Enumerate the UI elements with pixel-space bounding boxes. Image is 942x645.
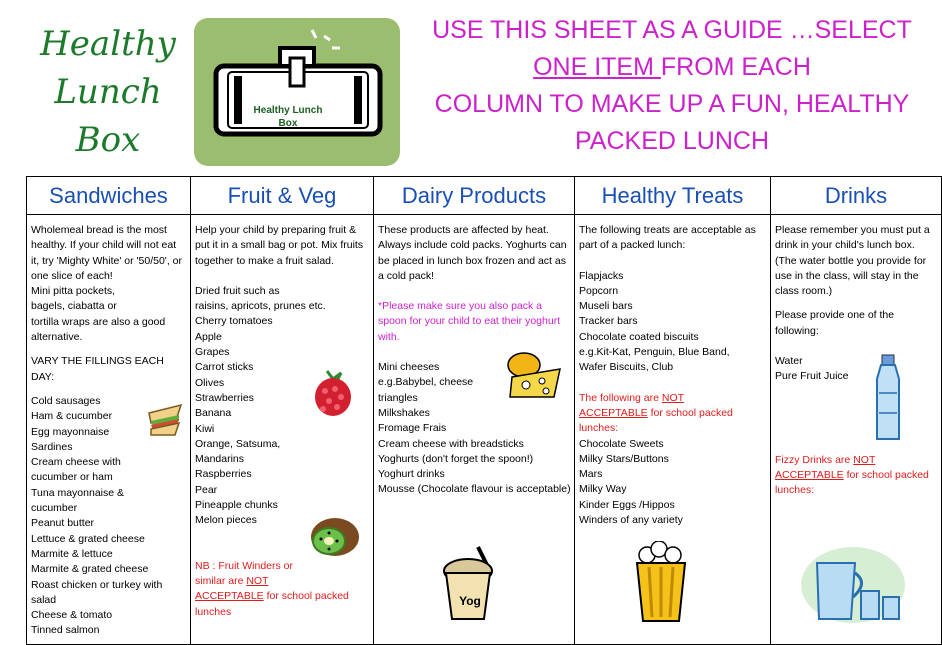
sandwich-icon [145,395,185,439]
yoghurt-label: Yog [459,594,481,608]
cheese-icon [502,347,562,401]
drinks-cell [771,215,942,645]
fruit-intro: Help your child by preparing fruit & put it in a small bag or pot. Mix fruits together to make a fruit salad. [195,224,364,267]
dairy-cell [374,215,575,645]
column-header-dairy: Dairy Products [374,177,575,215]
sandwiches-fillings: Cold sausages Ham & cucumber Egg mayonnaise Sardines Cream cheese with cucumber or ham Tuna mayonnaise & cucumber Peanut butter Lettuce & grated cheese Marmite & lettuce Marmite & grated cheese Roast chicken or turkey with salad Cheese & tomato Tinned salmon [31,394,163,637]
title-word-healthy: Healthy [40,24,176,64]
column-header-sandwiches: Sandwiches [27,177,191,215]
column-header-fruit-veg: Fruit & Veg [191,177,374,215]
yoghurt-icon [438,541,508,623]
treats-intro: The following treats are acceptable as part of a packed lunch: [579,224,756,252]
heading-line-3: COLUMN TO MAKE UP A FUN, HEALTHY [434,90,910,118]
water-bottle-icon [871,353,905,443]
column-header-treats: Healthy Treats [575,177,771,215]
guide-heading [404,12,940,160]
page-title [28,20,188,164]
raspberry-icon [307,365,357,419]
heading-line-1: USE THIS SHEET AS A GUIDE …SELECT [432,16,912,44]
lunch-box-icon [194,18,400,166]
logo-label: Healthy Lunch Box [253,105,323,129]
kiwi-icon [309,515,361,559]
drinks-list: Water Pure Fruit Juice [775,355,849,383]
drinks-intro: Please remember you must put a drink in your child's lunch box. (The water bottle you provide for use in the class, will stay in the class room.) [775,224,930,298]
dairy-list: Mini cheeses e.g.Babybel, cheese triangles Milkshakes Fromage Frais Cream cheese with breadsticks Yoghurts (don't forget the spoon!) Yoghurt drinks Mousse (Chocolate flavour is acceptable) [378,361,571,496]
jug-and-glasses-icon [797,535,909,623]
drinks-provide: Please provide one of the following: [775,309,895,337]
heading-line-2: ONE ITEM FROM EACH [533,53,811,81]
column-header-drinks: Drinks [771,177,942,215]
fruit-list: Dried fruit such as raisins, apricots, prunes etc. Cherry tomatoes Apple Grapes Carrot sticks Olives Strawberries Banana Kiwi Orange, Satsuma, Mandarins Raspberries Pear Pineapple chunks Melon pieces [195,284,326,527]
treats-not-list: Chocolate Sweets Milky Stars/Buttons Mars Milky Way Kinder Eggs /Hippos Winders of any variety [579,437,683,527]
sandwiches-vary: VARY THE FILLINGS EACH DAY: [31,355,164,383]
title-word-lunch: Lunch [54,72,162,112]
fruit-veg-cell [191,215,374,645]
lunch-guide-table [26,176,942,645]
heading-line-4: PACKED LUNCH [574,127,770,155]
dairy-spoon-note: *Please make sure you also pack a spoon for your child to eat their yoghurt with. [378,300,561,343]
fruit-note: NB : Fruit Winders or similar are NOT ACCEPTABLE for school packed lunches [195,559,349,618]
lunch-box-logo [194,18,400,166]
popcorn-icon [633,541,689,623]
drinks-fizzy-note: Fizzy Drinks are NOT ACCEPTABLE for school packed lunches: [775,453,929,497]
title-word-box: Box [75,120,141,160]
treats-list: Flapjacks Popcorn Museli bars Tracker bars Chocolate coated biscuits e.g.Kit-Kat, Penguin, Blue Band, Wafer Biscuits, Club [579,269,730,374]
treats-cell [575,215,771,645]
treats-not-acceptable: The following are NOT ACCEPTABLE for school packed lunches: [579,391,733,435]
sandwiches-cell [27,215,191,645]
sandwiches-intro: Wholemeal bread is the most healthy. If your child will not eat it, try 'Mighty White' or '50/50', or one slice of each! Mini pitta pockets, bagels, ciabatta or tortilla wraps are also a good alternative. [31,224,182,344]
dairy-intro: These products are affected by heat. Always include cold packs. Yoghurts can be placed in lunch box frozen and act as a cold pack! [378,224,567,282]
